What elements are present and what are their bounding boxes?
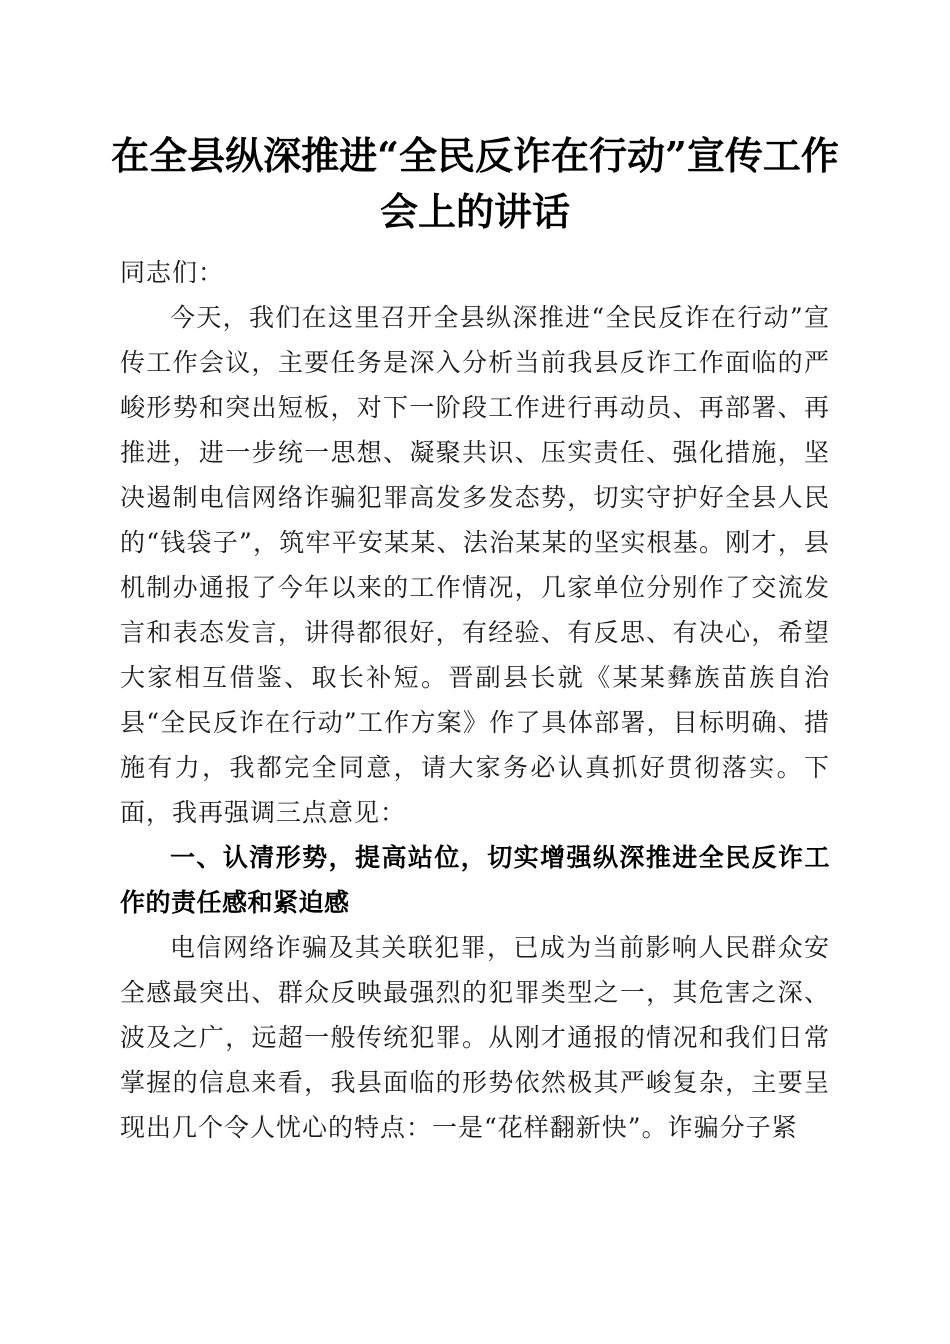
document-body [120,250,830,1150]
intro-paragraph: 今天，我们在这里召开全县纵深推进“全民反诈在行动”宣传工作会议，主要任务是深入分析当前我县反诈工作面临的严峻形势和突出短板，对下一阶段工作进行再动员、再部署、再推进，进一步统一思想、凝聚共识、压实责任、强化措施，坚决遏制电信网络诈骗犯罪高发多发态势，切实守护好全县人民的“钱袋子”，筑牢平安某某、法治某某的坚实根基。刚才，县机制办通报了今年以来的工作情况，几家单位分别作了交流发言和表态发言，讲得都很好，有经验、有反思、有决心，希望大家相互借鉴、取长补短。晋副县长就《某某彝族苗族自治县“全民反诈在行动”工作方案》作了具体部署，目标明确、措施有力，我都完全同意，请大家务必认真抓好贯彻落实。下面，我再强调三点意见： [120,303,830,827]
document-title: 在全县纵深推进“全民反诈在行动”宣传工作会上的讲话 [111,133,839,234]
section-heading: 一、认清形势，提高站位，切实增强纵深推进全民反诈工作的责任感和紧迫感 [120,843,830,917]
section-paragraph: 电信网络诈骗及其关联犯罪，已成为当前影响人民群众安全感最突出、群众反映最强烈的犯罪类型之一，其危害之深、波及之广，远超一般传统犯罪。从刚才通报的情况和我们日常掌握的信息来看，我县面临的形势依然极其严峻复杂，主要呈现出几个令人忧心的特点：一是“花样翻新快”。诈骗分子紧 [120,933,830,1142]
salutation: 同志们： [120,258,225,287]
